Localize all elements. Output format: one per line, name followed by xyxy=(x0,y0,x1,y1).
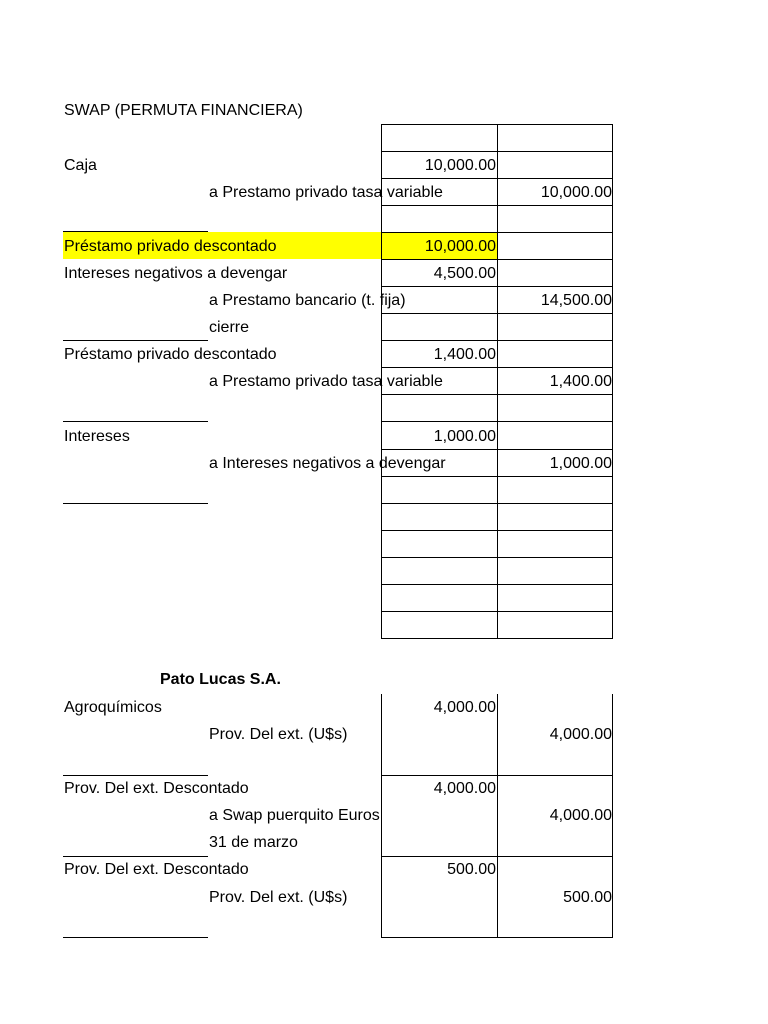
page-title: SWAP (PERMUTA FINANCIERA) xyxy=(64,102,303,119)
contra-account-label: a Prestamo bancario (t. fija) xyxy=(209,292,406,309)
contra-account-label: a Prestamo privado tasa variable xyxy=(209,373,443,390)
company-title: Pato Lucas S.A. xyxy=(160,671,281,688)
account-label: Intereses negativos a devengar xyxy=(64,265,288,282)
account-label: Agroquímicos xyxy=(64,699,162,716)
account-label: Intereses xyxy=(64,428,130,445)
debit-amount: 4,000.00 xyxy=(433,699,496,716)
credit-amount: 4,000.00 xyxy=(549,726,612,743)
debit-amount: 10,000.00 xyxy=(424,238,496,255)
debit-amount: 500.00 xyxy=(447,861,496,878)
credit-amount: 500.00 xyxy=(563,889,612,906)
credit-amount: 1,400.00 xyxy=(549,373,612,390)
contra-account-label: a Swap puerquito Euros xyxy=(209,807,380,824)
contra-account-label: a Prestamo privado tasa variable xyxy=(209,184,443,201)
credit-amount: 1,000.00 xyxy=(549,455,612,472)
credit-amount: 4,000.00 xyxy=(549,807,612,824)
credit-amount: 10,000.00 xyxy=(540,184,612,201)
account-label: Préstamo privado descontado xyxy=(64,346,277,363)
contra-account-label: Prov. Del ext. (U$s) xyxy=(209,889,348,906)
credit-amount: 14,500.00 xyxy=(540,292,612,309)
debit-amount: 4,500.00 xyxy=(433,265,496,282)
account-label: Caja xyxy=(64,157,97,174)
debit-amount: 1,000.00 xyxy=(433,428,496,445)
debit-amount: 10,000.00 xyxy=(424,157,496,174)
account-label: Prov. Del ext. Descontado xyxy=(64,861,249,878)
debit-amount: 1,400.00 xyxy=(433,346,496,363)
debit-amount: 4,000.00 xyxy=(433,780,496,797)
account-label: Préstamo privado descontado xyxy=(64,238,277,255)
contra-account-label: a Intereses negativos a devengar xyxy=(209,455,446,472)
note-label: 31 de marzo xyxy=(209,834,298,851)
contra-account-label: Prov. Del ext. (U$s) xyxy=(209,726,348,743)
note-label: cierre xyxy=(209,319,250,336)
account-label: Prov. Del ext. Descontado xyxy=(64,780,249,797)
